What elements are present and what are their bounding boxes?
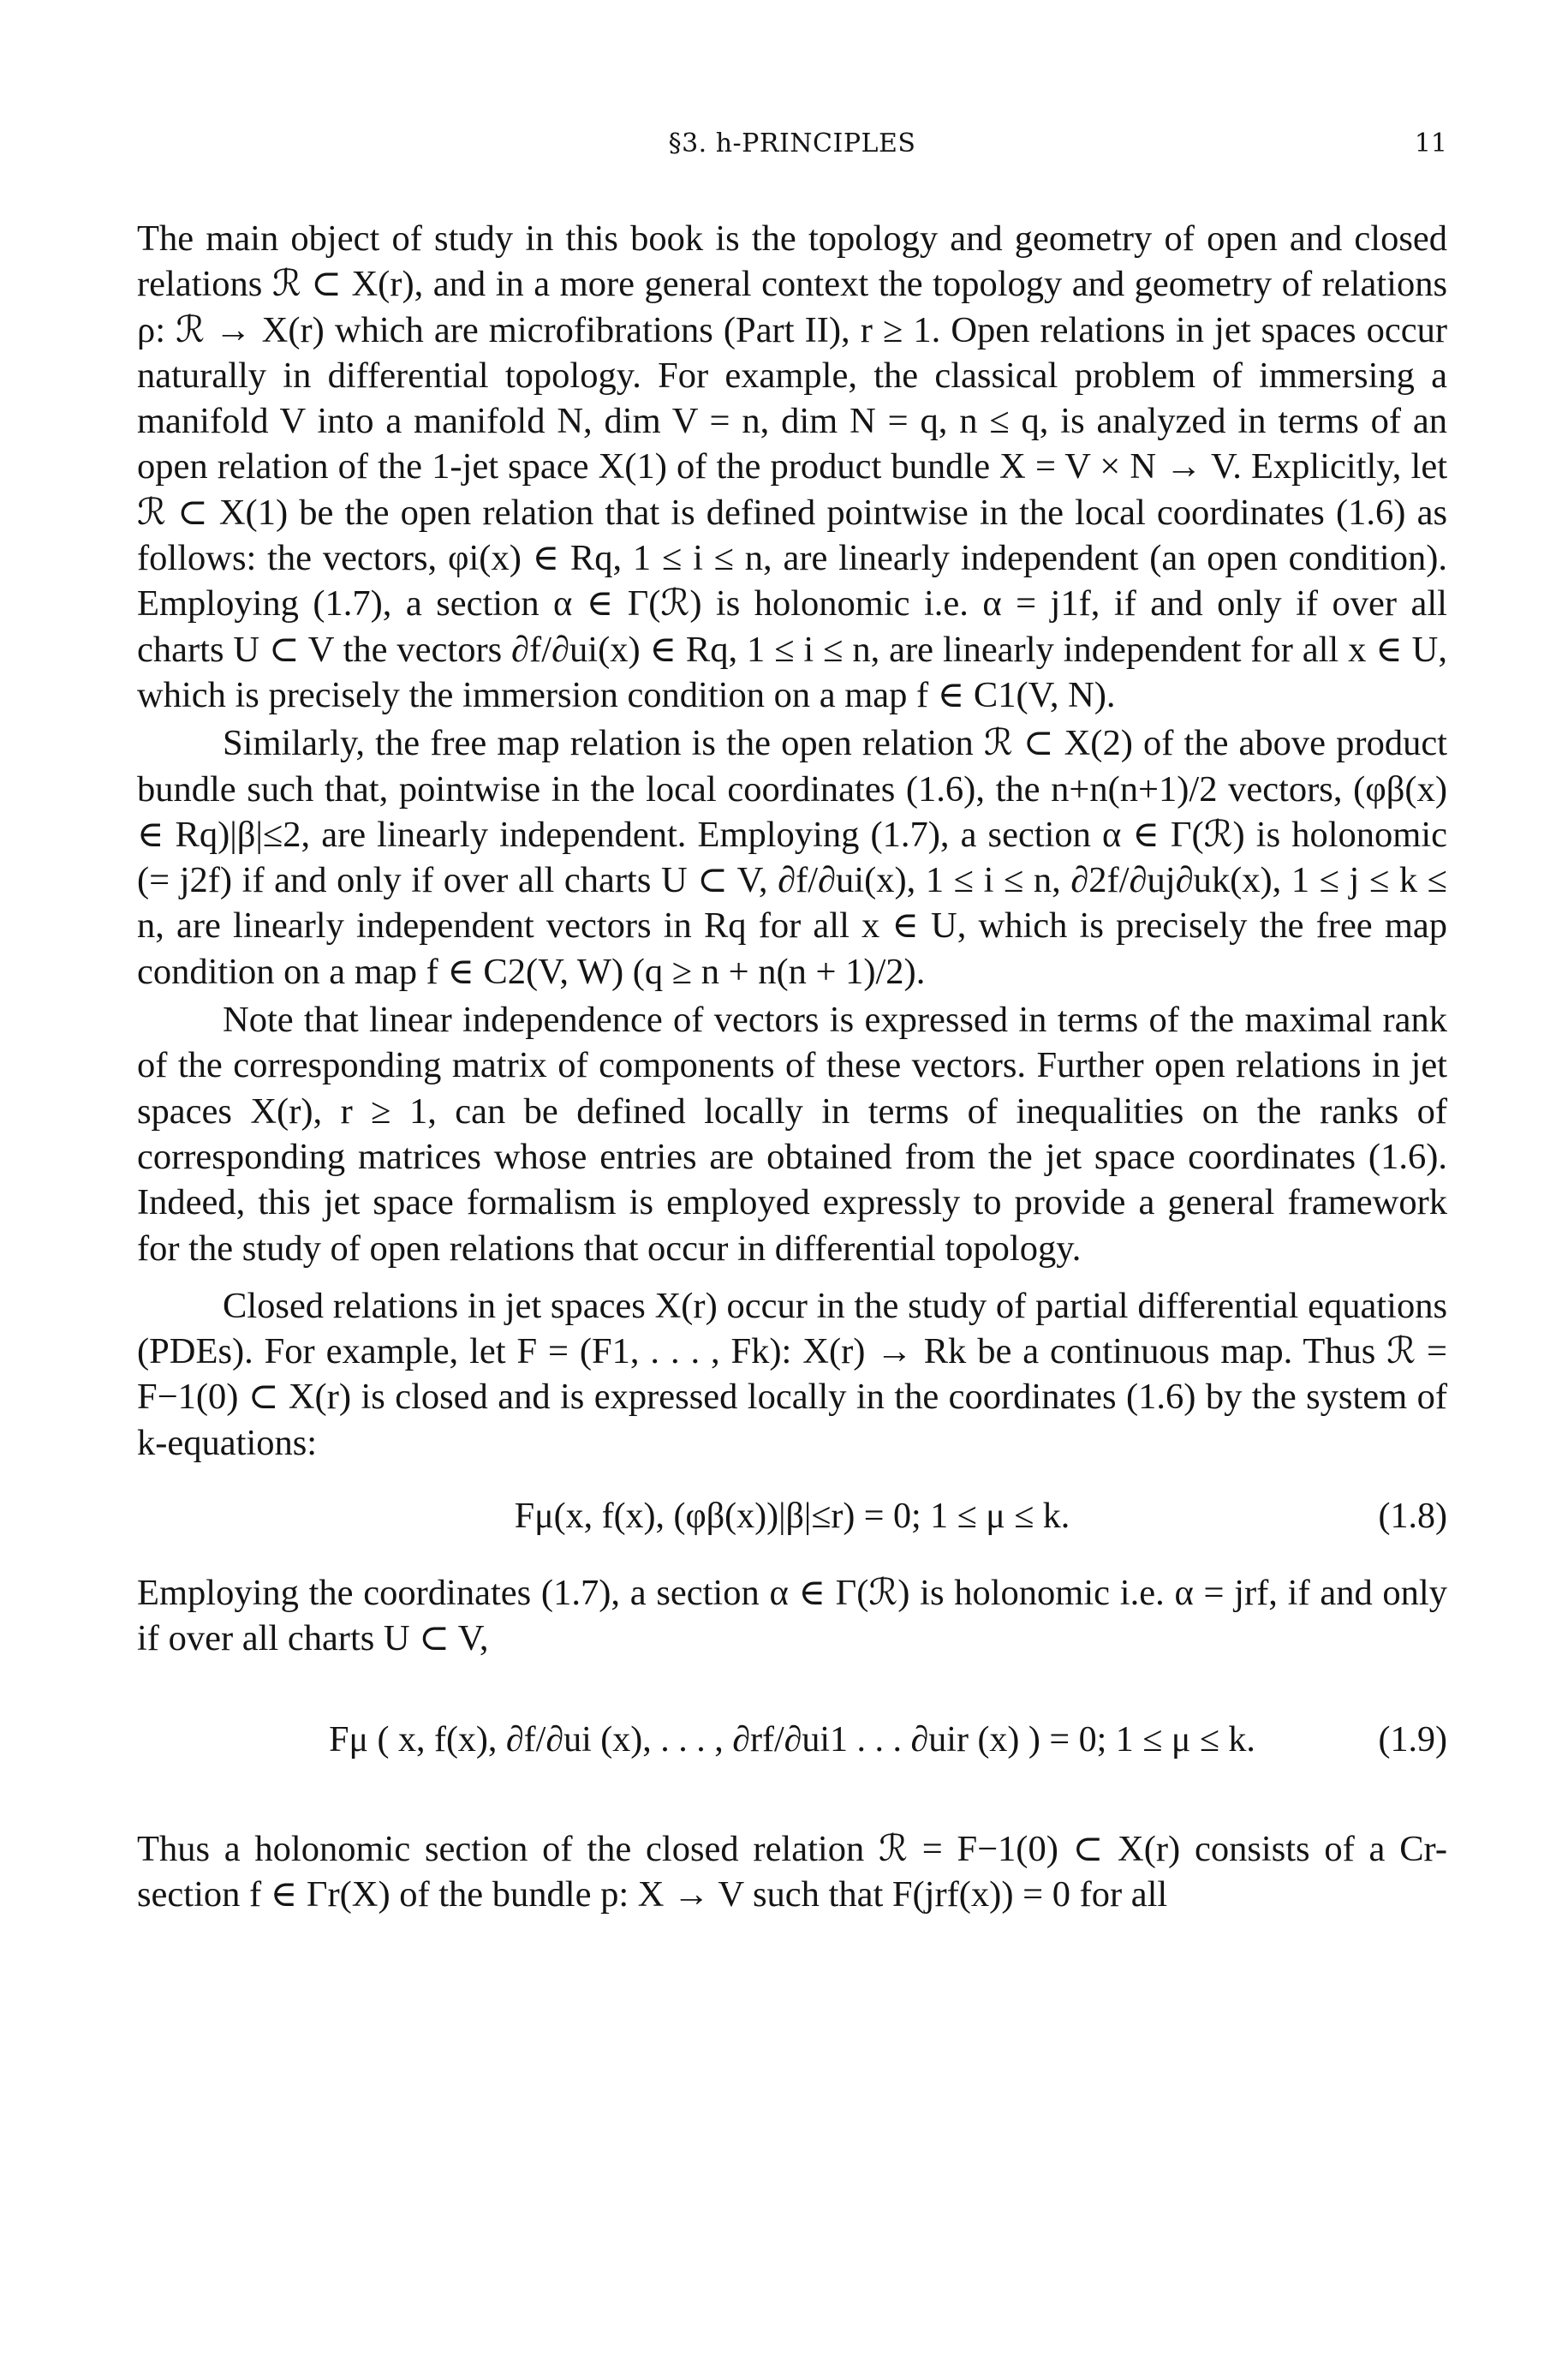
paragraph: Closed relations in jet spaces X(r) occur in the study of partial differential equations (PDEs). For example, let F = (F1, . . . , Fk): X(r) → Rk be a continuous map. Thus ℛ = F−1(0) ⊂ X(r) is closed and is expressed locally in the coordinates (1.6) by the system of k-equations: bbox=[137, 1285, 1447, 1463]
paragraph: Note that linear independence of vectors is expressed in terms of the maximal rank of the corresponding matrix of components of these vectors. Further open relations in jet spaces X(r), r ≥ 1, can be defined locally in terms of inequalities on the ranks of corresponding matrices whose entries are obtained from the jet space coordinates (1.6). Indeed, this jet space formalism is employed expressly to provide a general framework for the study of open relations that occur in differential topology. bbox=[137, 1000, 1447, 1269]
equation-number: (1.8) bbox=[1378, 1497, 1447, 1537]
paragraph: Similarly, the free map relation is the open relation ℛ ⊂ X(2) of the above product bundle such that, pointwise in the local coordinates (1.6), the n+n(n+1)/2 vectors, (φβ(x) ∈ Rq)|β|≤2, are linearly independent. Employing (1.7), a section α ∈ Γ(ℛ) is holonomic (= j2f) if and only if over all charts U ⊂ V, ∂f/∂ui(x), 1 ≤ i ≤ n, ∂2f/∂uj∂uk(x), 1 ≤ j ≤ k ≤ n, are linearly independent vectors in Rq for all x ∈ U, which is precisely the free map condition on a map f ∈ C2(V, W) (q ≥ n + n(n + 1)/2). bbox=[137, 723, 1447, 992]
section-title: §3. h-PRINCIPLES bbox=[668, 128, 916, 158]
page-number: 11 bbox=[1414, 128, 1447, 158]
paragraph: Thus a holonomic section of the closed relation ℛ = F−1(0) ⊂ X(r) consists of a Cr-section f ∈ Γr(X) of the bundle p: X → V such that F(jrf(x)) = 0 for all bbox=[137, 1828, 1447, 1915]
running-header bbox=[137, 128, 1447, 171]
equation-expression: Fμ ( x, f(x), ∂f/∂ui (x), . . . , ∂rf/∂ui1 . . . ∂uir (x) ) = 0; 1 ≤ μ ≤ k. bbox=[329, 1719, 1255, 1760]
equation-1-8 bbox=[137, 1493, 1447, 1539]
paragraph: The main object of study in this book is the topology and geometry of open and closed relations ℛ ⊂ X(r), and in a more general context the topology and geometry of relations ρ: ℛ → X(r) which are microfibrations (Part II), r ≥ 1. Open relations in jet spaces occur naturally in differential topology. For example, the classical problem of immersing a manifold V into a manifold N, dim V = n, dim N = q, n ≤ q, is analyzed in terms of an open relation of the 1-jet space X(1) of the product bundle X = V × N → V. Explicitly, let ℛ ⊂ X(1) be the open relation that is defined pointwise in the local coordinates (1.6) as follows: the vectors, φi(x) ∈ Rq, 1 ≤ i ≤ n, are linearly independent (an open condition). Employing (1.7), a section α ∈ Γ(ℛ) is holonomic i.e. α = j1f, if and only if over all charts U ⊂ V the vectors ∂f/∂ui(x) ∈ Rq, 1 ≤ i ≤ n, are linearly independent for all x ∈ U, which is precisely the immersion condition on a map f ∈ C1(V, N). bbox=[137, 218, 1447, 715]
equation-number: (1.9) bbox=[1378, 1719, 1447, 1760]
equation-expression: Fμ(x, f(x), (φβ(x))|β|≤r) = 0; 1 ≤ μ ≤ k. bbox=[514, 1497, 1070, 1537]
equation-1-9 bbox=[137, 1684, 1447, 1795]
body-text bbox=[137, 216, 1447, 1917]
paragraph: Employing the coordinates (1.7), a section α ∈ Γ(ℛ) is holonomic i.e. α = jrf, if and only if over all charts U ⊂ V, bbox=[137, 1573, 1447, 1659]
